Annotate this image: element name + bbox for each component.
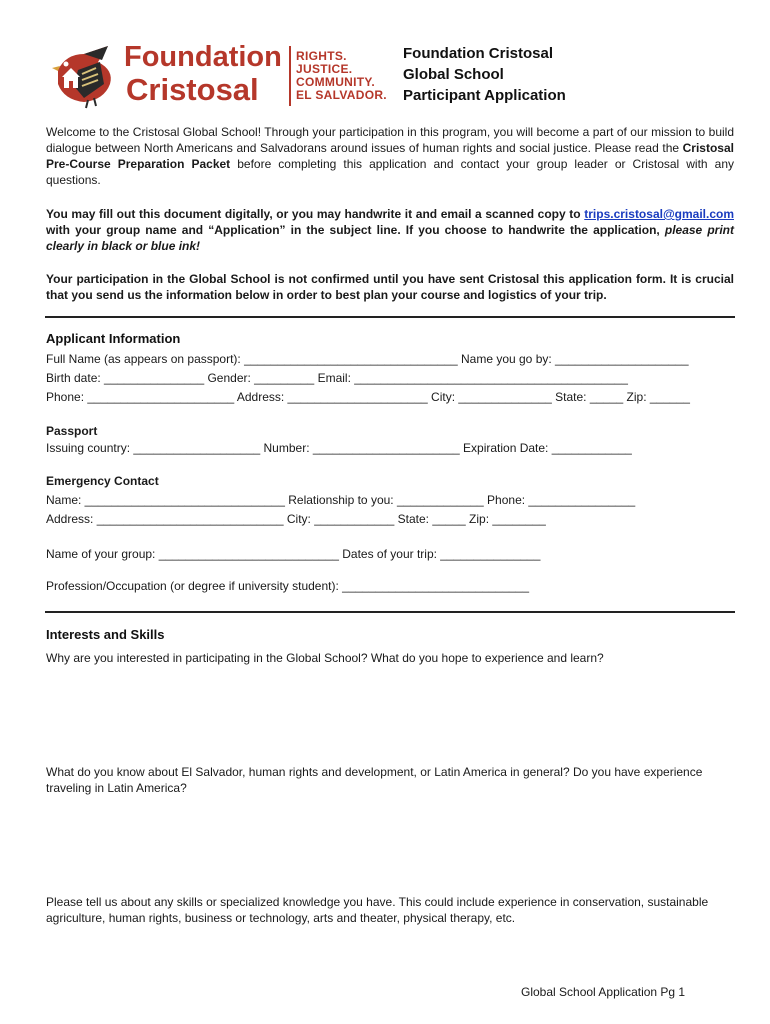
tagline-line: COMMUNITY. [296,75,375,89]
intro-paragraph-3: Your participation in the Global School is not confirmed until you have sent Cristosal this application form. It is crucial that you send us the information below in order to best plan your course and logistics of your trip. [46,272,734,302]
passport-label: Passport [46,424,98,438]
question-2: What do you know about El Salvador, human rights and development, or Latin America in general? Do you have experience traveling in Latin America? [46,765,703,795]
applicant-section-title: Applicant Information [46,331,181,346]
emergency-label: Emergency Contact [46,474,159,488]
question-3: Please tell us about any skills or specialized knowledge you have. This could include experience in conservation, sustainable agriculture, human rights, business or technology, arts and theater, physical therapy, etc. [46,895,709,925]
logo [48,40,393,110]
logo-word-foundation: Foundation [124,41,282,73]
intro-text: before completing this application and contact your group leader or Cristosal with any questions. [46,157,734,187]
answer-area-3[interactable] [46,932,734,972]
group-line[interactable]: Name of your group: ___________________________ Dates of your trip: _______________ [46,547,541,561]
title-line: Global School [403,66,504,83]
logo-divider [289,46,291,106]
question-1: Why are you interested in participating in the Global School? What do you hope to experience and learn? [46,651,604,665]
applicant-birth-line[interactable]: Birth date: _______________ Gender: _________ Email: _________________________________________ [46,371,628,385]
emergency-address-line[interactable]: Address: ____________________________ City: ____________ State: _____ Zip: ________ [46,512,546,526]
applicant-phone-line[interactable]: Phone: ______________________ Address: _____________________ City: ______________ State: _____ Zip: ______ [46,390,690,404]
packet-name: Cristosal Pre-Course Preparation Packet [46,141,734,171]
section-divider [45,316,735,318]
intro-paragraph-2 [46,206,734,254]
email-link[interactable]: trips.cristosal@gmail.com [584,207,734,221]
tagline-line: JUSTICE. [296,62,353,76]
title-line: Participant Application [403,87,566,104]
interests-section-title: Interests and Skills [46,627,165,642]
applicant-name-line[interactable]: Full Name (as appears on passport): ________________________________ Name you go by: ____________________ [46,352,689,366]
document-title [403,43,566,106]
logo-word-cristosal: Cristosal [126,72,259,107]
title-line: Foundation Cristosal [403,45,553,62]
answer-area-2[interactable] [46,802,734,888]
intro-text: Welcome to the Cristosal Global School! Through your participation in this program, you will become a part of our mission to build dialogue between North Americans and Salvadorans around issues of human rights and social justice. Please read the [46,125,734,155]
page-footer-label: Global School Application Pg 1 [521,985,686,999]
intro-paragraph-1 [46,124,734,188]
passport-line[interactable]: Issuing country: ___________________ Number: ______________________ Expiration Date: ____________ [46,441,632,455]
emergency-name-line[interactable]: Name: ______________________________ Relationship to you: _____________ Phone: ________________ [46,493,636,507]
section-divider [45,611,735,613]
tagline-line: EL SALVADOR. [296,88,387,102]
answer-area-1[interactable] [46,672,734,760]
intro-text: You may fill out this document digitally, or you may handwrite it and email a scanned copy to [46,207,585,221]
bird-logo-icon [48,40,120,110]
logo-tagline [296,50,387,102]
tagline-line: RIGHTS. [296,49,347,63]
ink-instruction: please print clearly in black or blue ink! [46,223,734,253]
profession-line[interactable]: Profession/Occupation (or degree if university student): ____________________________ [46,579,530,593]
intro-text: with your group name and “Application” in the subject line. If you choose to handwrite the application, [46,223,665,237]
